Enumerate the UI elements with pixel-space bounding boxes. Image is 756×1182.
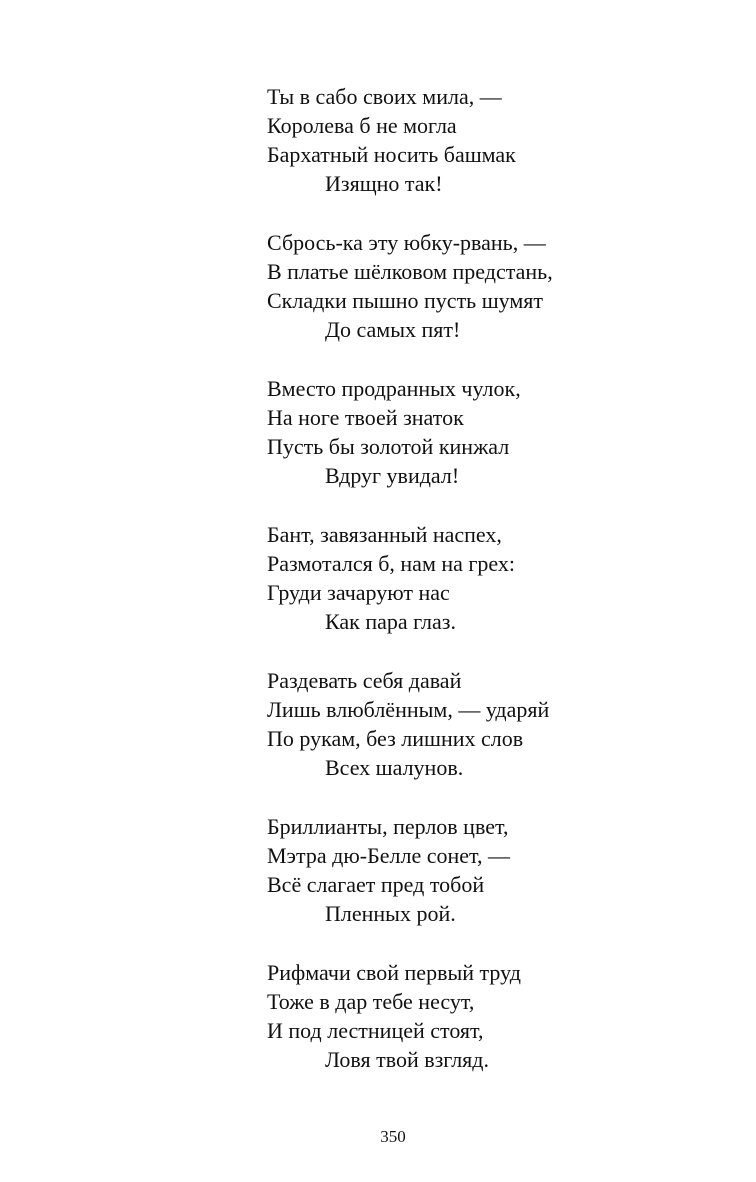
stanza-1: [267, 82, 727, 198]
poem-line: Всё слагает пред тобой: [267, 872, 485, 897]
poem-line: Раздевать себя давай: [267, 668, 462, 693]
poem-line: Мэтра дю-Белле сонет, —: [267, 843, 510, 868]
poem-line: Пусть бы золотой кинжал: [267, 434, 510, 459]
poem-line: Ты в сабо своих мила, —: [267, 84, 502, 109]
poem-line: Королева б не могла: [267, 113, 457, 138]
poem-line-refrain: Как пара глаз.: [325, 609, 456, 634]
poem-line: Сбрось-ка эту юбку-рвань, —: [267, 230, 546, 255]
stanza-4: [267, 520, 727, 636]
poem-line: Складки пышно пусть шумят: [267, 288, 544, 313]
poem-line: По рукам, без лишних слов: [267, 726, 524, 751]
poem: [267, 82, 727, 1104]
page-number: 350: [380, 1127, 406, 1146]
poem-line: Бархатный носить башмак: [267, 142, 516, 167]
stanza-5: [267, 666, 727, 782]
poem-line: Рифмачи свой первый труд: [267, 960, 521, 985]
poem-line-refrain: Всех шалунов.: [325, 755, 464, 780]
poem-line: Вместо продранных чулок,: [267, 376, 521, 401]
stanza-2: [267, 228, 727, 344]
poem-line-refrain: До самых пят!: [325, 317, 461, 342]
stanza-6: [267, 812, 727, 928]
poem-line: Груди зачаруют нас: [267, 580, 450, 605]
poem-line-refrain: Вдруг увидал!: [325, 463, 460, 488]
poem-line: В платье шёлковом предстань,: [267, 259, 553, 284]
poem-line: Размотался б, нам на грех:: [267, 551, 516, 576]
poem-line-refrain: Ловя твой взгляд.: [325, 1047, 489, 1072]
poem-line: Бант, завязанный наспех,: [267, 522, 502, 547]
poem-line-refrain: Пленных рой.: [325, 901, 456, 926]
poem-line: И под лестницей стоят,: [267, 1018, 484, 1043]
stanza-7: [267, 958, 727, 1074]
poem-line: На ноге твоей знаток: [267, 405, 464, 430]
poem-line: Бриллианты, перлов цвет,: [267, 814, 509, 839]
stanza-3: [267, 374, 727, 490]
poem-line-refrain: Изящно так!: [325, 171, 443, 196]
poem-line: Лишь влюблённым, — ударяй: [267, 697, 550, 722]
poem-line: Тоже в дар тебе несут,: [267, 989, 475, 1014]
